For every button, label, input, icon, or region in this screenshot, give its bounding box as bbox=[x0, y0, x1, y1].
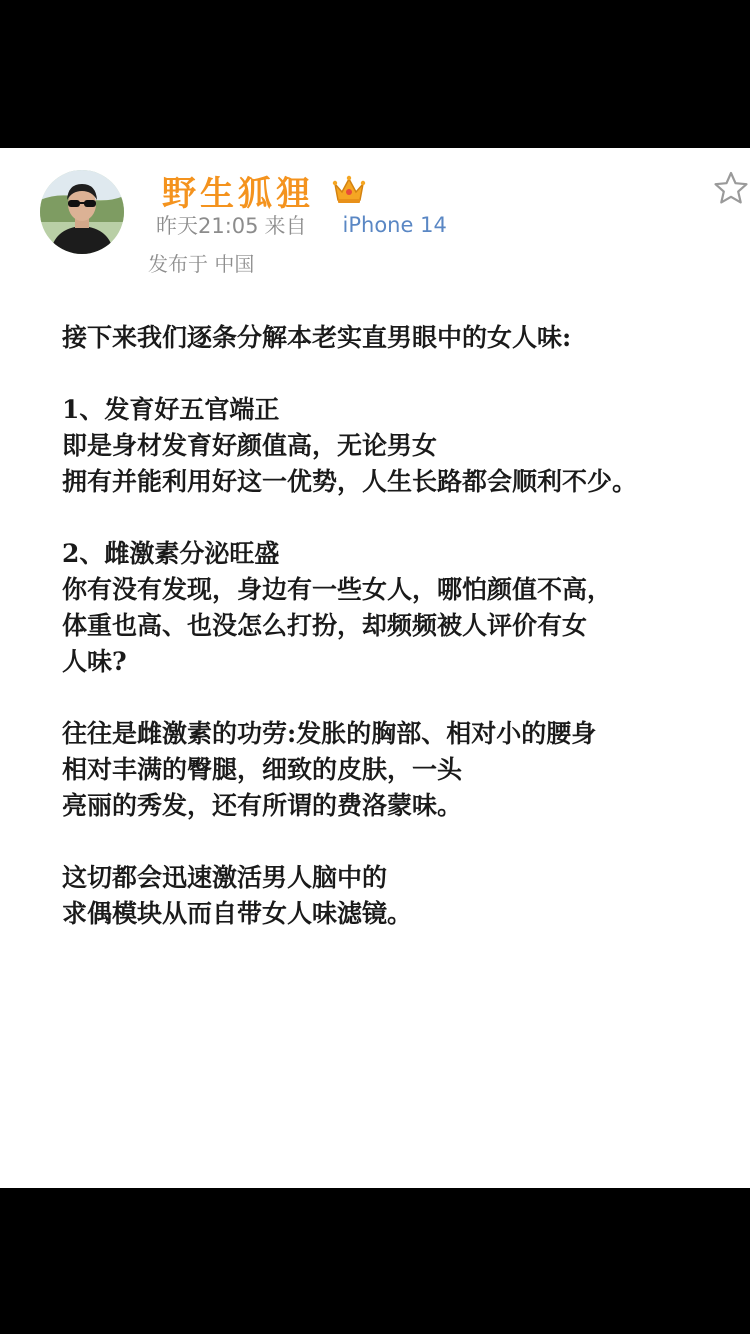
post-location: 发布于 中国 bbox=[148, 252, 255, 276]
post-text-line: 即是身材发育好颜值高，无论男女 bbox=[62, 431, 438, 460]
source-prefix: 来自 bbox=[264, 214, 307, 238]
post-text-line: 往往是雌激素的功劳:发胀的胸部、相对小的腰身 bbox=[62, 719, 597, 748]
post-time: 昨天21:05 bbox=[156, 214, 259, 238]
post-text-line: 人味? bbox=[62, 647, 127, 676]
username-row bbox=[162, 168, 366, 212]
avatar[interactable] bbox=[40, 170, 124, 254]
post-text-line: 2、雌激素分泌旺盛 bbox=[62, 539, 280, 568]
post-text-line: 相对丰满的臀腿，细致的皮肤，一头 bbox=[62, 755, 463, 784]
post-text-line: 拥有并能利用好这一优势，人生长路都会顺利不少。 bbox=[62, 467, 638, 496]
post-text-line: 亮丽的秀发，还有所谓的费洛蒙味。 bbox=[62, 791, 463, 820]
post-text-line: 接下来我们逐条分解本老实直男眼中的女人味: bbox=[62, 323, 572, 352]
post-text-line: 这切都会迅速激活男人脑中的 bbox=[62, 863, 388, 892]
post-text-line: 1、发育好五官端正 bbox=[62, 395, 280, 424]
post-meta bbox=[156, 210, 447, 240]
blank-line bbox=[62, 680, 742, 716]
post-text-line: 求偶模块从而自带女人味滤镜。 bbox=[62, 899, 413, 928]
blank-line bbox=[62, 824, 742, 860]
post-card bbox=[0, 148, 750, 1188]
device-link[interactable]: iPhone 14 bbox=[342, 213, 447, 237]
post-text-line: 体重也高、也没怎么打扮，却频频被人评价有女 bbox=[62, 611, 588, 640]
blank-line bbox=[62, 356, 742, 392]
post-text-line: 你有没有发现，身边有一些女人，哪怕颜值不高， bbox=[62, 575, 613, 604]
avatar-image bbox=[40, 170, 124, 254]
post-body bbox=[62, 320, 742, 932]
username[interactable]: 野生狐狸 bbox=[162, 173, 314, 214]
blank-line bbox=[62, 500, 742, 536]
star-outline-icon[interactable] bbox=[712, 170, 750, 206]
crown-icon bbox=[332, 174, 366, 206]
